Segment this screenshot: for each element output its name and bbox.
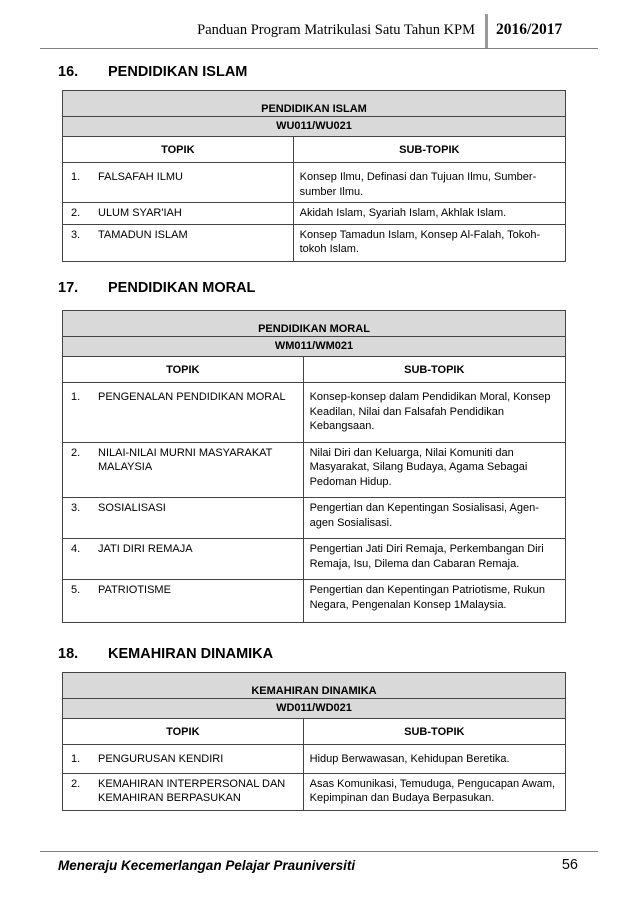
column-header-topic: TOPIK [63, 357, 304, 383]
course-table-pendidikan-islam [62, 90, 566, 262]
section-number: 17. [58, 280, 79, 296]
page-number: 56 [561, 857, 578, 873]
table-row [63, 383, 566, 443]
table-row [63, 203, 566, 225]
topic-label: ULUM SYAR'IAH [98, 207, 182, 219]
row-index: 1. [71, 171, 81, 183]
subtopic-text: Konsep Ilmu, Definasi dan Tujuan Ilmu, Sumber-sumber Ilmu. [293, 163, 565, 203]
section-heading-18 [58, 646, 273, 662]
row-index: 1. [71, 753, 81, 765]
column-header-subtopic: SUB-TOPIK [303, 719, 565, 745]
subtopic-text: Hidup Berwawasan, Kehidupan Beretika. [303, 745, 565, 774]
header-divider [485, 14, 488, 48]
table-row [63, 498, 566, 539]
subtopic-text: Nilai Diri dan Keluarga, Nilai Komuniti dan Masyarakat, Silang Budaya, Agama Sebagai Pedoman Hidup. [303, 442, 565, 498]
column-header-subtopic: SUB-TOPIK [293, 137, 565, 163]
table-row [63, 745, 566, 774]
course-table-pendidikan-moral [62, 310, 566, 623]
header-rule-line [40, 48, 598, 49]
row-index: 5. [71, 584, 81, 596]
course-code: WD011/WD021 [63, 699, 566, 719]
footer-rule-line [40, 851, 598, 852]
table-row [63, 580, 566, 623]
table-row [63, 224, 566, 261]
topic-label: PENGURUSAN KENDIRI [98, 753, 224, 765]
subtopic-text: Konsep-konsep dalam Pendidikan Moral, Konsep Keadilan, Nilai dan Falsafah Pendidikan Kebangsaan. [303, 383, 565, 443]
table-title: KEMAHIRAN DINAMIKA [63, 673, 566, 699]
page-header [0, 10, 638, 50]
section-number: 16. [58, 64, 79, 80]
topic-label: PATRIOTISME [98, 584, 171, 596]
table-title: PENDIDIKAN ISLAM [63, 91, 566, 117]
course-code: WU011/WU021 [63, 117, 566, 137]
subtopic-text: Pengertian dan Kepentingan Patriotisme, Rukun Negara, Pengenalan Konsep 1Malaysia. [303, 580, 565, 623]
table-row [63, 442, 566, 498]
topic-label: FALSAFAH ILMU [98, 171, 183, 183]
topic-label: NILAI-NILAI MURNI MASYARAKAT MALAYSIA [98, 446, 273, 473]
document-title: Panduan Program Matrikulasi Satu Tahun KPM [197, 22, 475, 38]
topic-label: TAMADUN ISLAM [98, 228, 188, 241]
row-index: 3. [71, 228, 81, 241]
subtopic-text: Pengertian dan Kepentingan Sosialisasi, Agen-agen Sosialisasi. [303, 498, 565, 539]
row-index: 2. [71, 207, 81, 219]
section-heading-17 [58, 280, 255, 296]
section-title: PENDIDIKAN MORAL [108, 280, 256, 296]
subtopic-text: Asas Komunikasi, Temuduga, Pengucapan Awam, Kepimpinan dan Budaya Berpasukan. [303, 773, 565, 810]
subtopic-text: Konsep Tamadun Islam, Konsep Al-Falah, Tokoh-tokoh Islam. [293, 224, 565, 261]
table-row [63, 773, 566, 810]
row-index: 4. [71, 543, 81, 555]
row-index: 3. [71, 502, 81, 514]
subtopic-text: Pengertian Jati Diri Remaja, Perkembangan Diri Remaja, Isu, Dilema dan Cabaran Remaja. [303, 539, 565, 580]
course-table-kemahiran-dinamika [62, 672, 566, 811]
section-title: PENDIDIKAN ISLAM [108, 64, 248, 80]
footer-tagline: Meneraju Kecemerlangan Pelajar Prauniversiti [58, 858, 356, 873]
document-year: 2016/2017 [496, 21, 563, 38]
row-index: 1. [71, 391, 81, 403]
row-index: 2. [71, 777, 81, 790]
section-number: 18. [58, 646, 79, 662]
column-header-subtopic: SUB-TOPIK [303, 357, 565, 383]
topic-label: KEMAHIRAN INTERPERSONAL DAN KEMAHIRAN BERPASUKAN [98, 777, 286, 804]
section-title: KEMAHIRAN DINAMIKA [108, 646, 274, 662]
row-index: 2. [71, 446, 81, 459]
column-header-topic: TOPIK [63, 137, 294, 163]
topic-label: JATI DIRI REMAJA [98, 543, 193, 555]
section-heading-16 [58, 64, 247, 80]
table-row [63, 163, 566, 203]
topic-label: SOSIALISASI [98, 502, 166, 514]
course-code: WM011/WM021 [63, 337, 566, 357]
table-title: PENDIDIKAN MORAL [63, 311, 566, 337]
column-header-topic: TOPIK [63, 719, 304, 745]
table-row [63, 539, 566, 580]
subtopic-text: Akidah Islam, Syariah Islam, Akhlak Islam. [293, 203, 565, 225]
topic-label: PENGENALAN PENDIDIKAN MORAL [98, 391, 286, 403]
